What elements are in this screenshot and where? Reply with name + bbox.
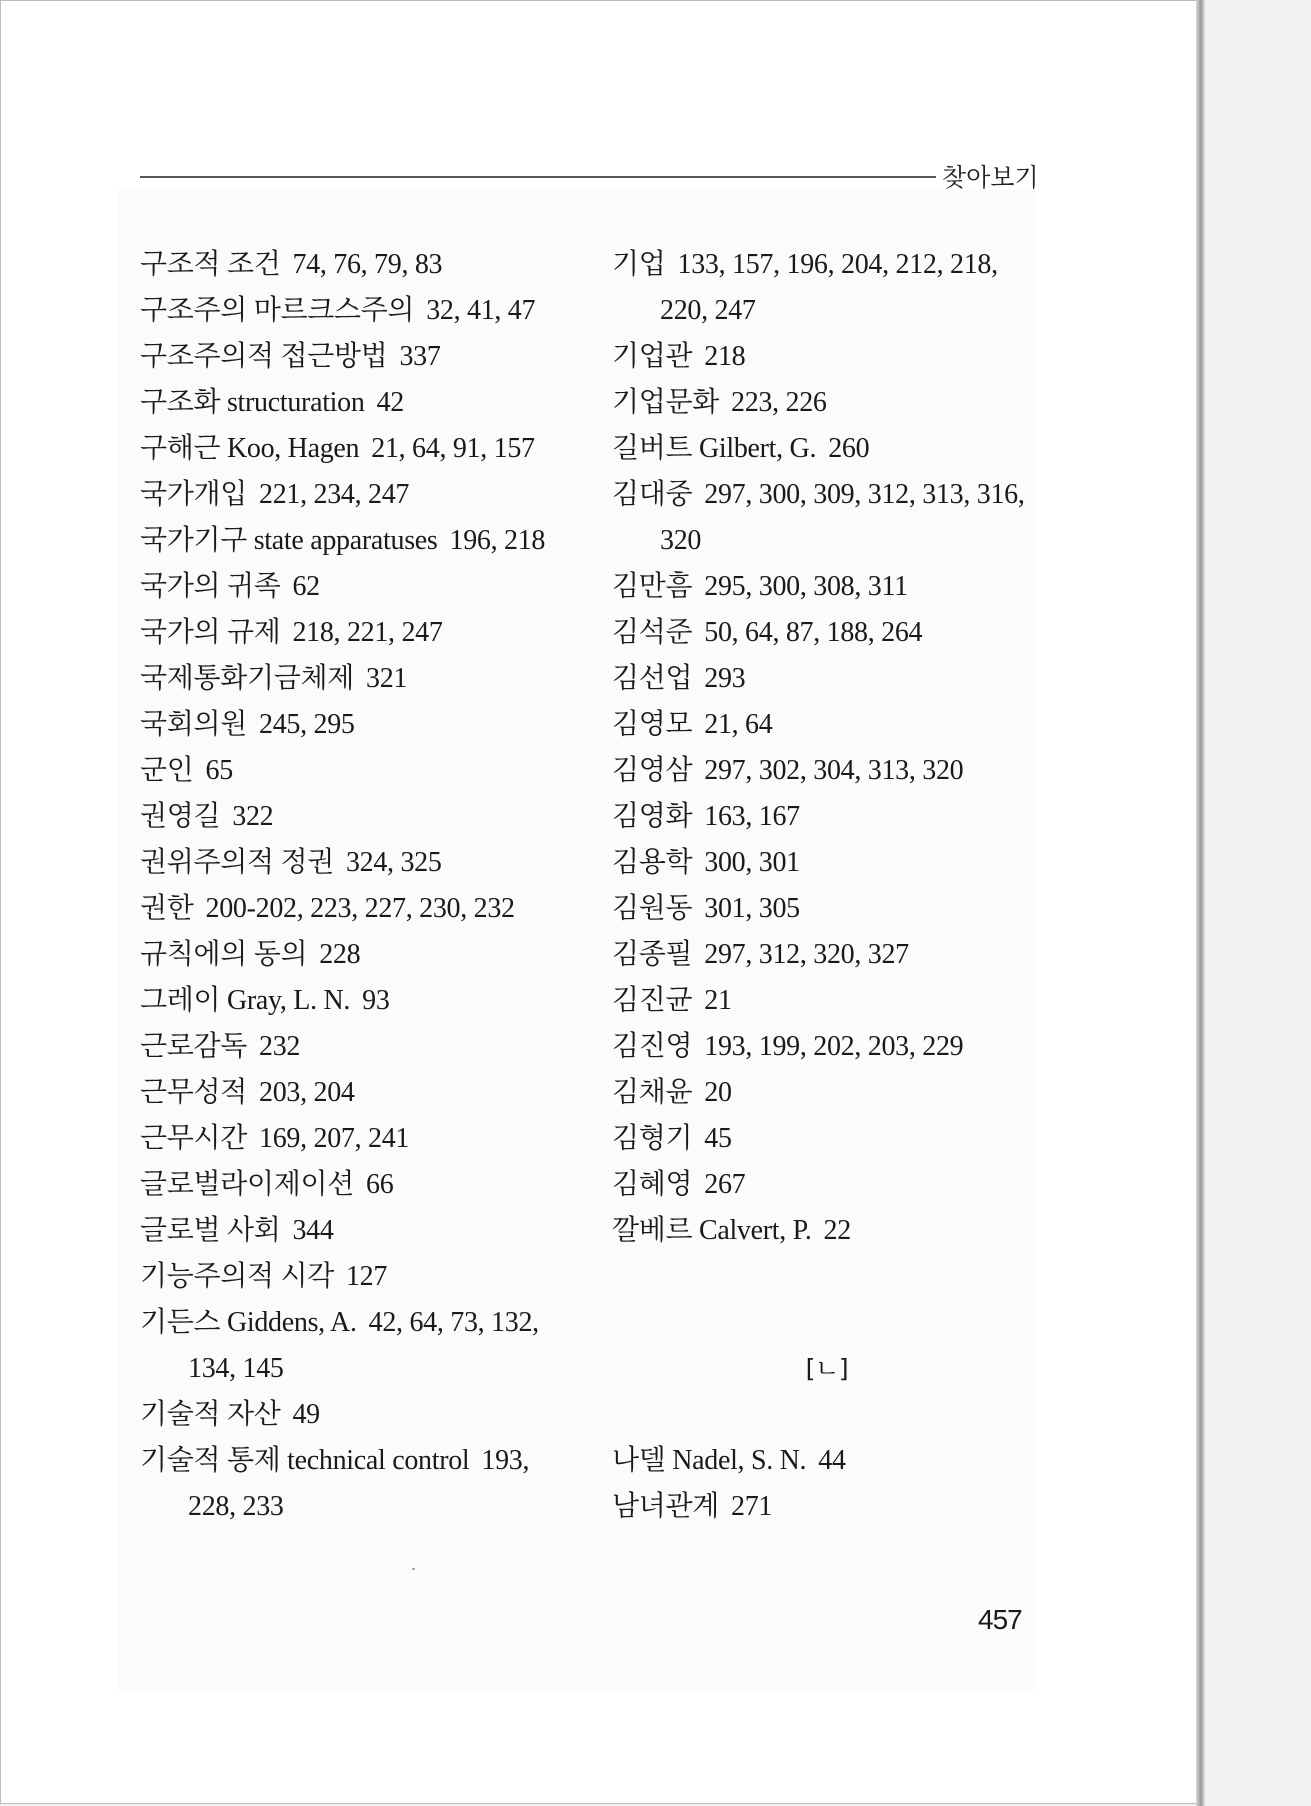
- index-entry-continuation: 220, 247: [660, 295, 756, 326]
- index-entry: 국가개입 221, 234, 247: [140, 479, 410, 510]
- index-entry: 구조주의 마르크스주의 32, 41, 47: [140, 295, 536, 326]
- index-entry: 글로벌 사회 344: [140, 1215, 334, 1246]
- index-entry: 김형기 45: [612, 1123, 732, 1154]
- index-entry: 김원동 301, 305: [612, 893, 800, 924]
- index-entry: 김혜영 267: [612, 1169, 746, 1200]
- index-entry: 김용학 300, 301: [612, 847, 800, 878]
- index-column-right: [612, 242, 1042, 1530]
- index-entry: 근무시간 169, 207, 241: [140, 1123, 410, 1154]
- index-entry: 국가기구 state apparatuses 196, 218: [140, 525, 546, 556]
- index-entry: 글로벌라이제이션 66: [140, 1169, 394, 1200]
- section-heading: [ㄴ]: [805, 1354, 849, 1383]
- spacer: [612, 1392, 1042, 1438]
- running-head: 찾아보기: [942, 163, 1039, 192]
- index-entry-continuation: 320: [660, 525, 702, 556]
- index-entry: 국가의 규제 218, 221, 247: [140, 617, 443, 648]
- index-entry: 구조화 structuration 42: [140, 387, 404, 418]
- page-edge-shadow: [1196, 0, 1205, 1806]
- index-entry: 근로감독 232: [140, 1031, 301, 1062]
- index-entry: 깔베르 Calvert, P. 22: [612, 1215, 851, 1246]
- index-entry: 기업문화 223, 226: [612, 387, 827, 418]
- index-entry: 기술적 자산 49: [140, 1399, 320, 1430]
- index-entry: 권영길 322: [140, 801, 274, 832]
- index-entry: 나델 Nadel, S. N. 44: [612, 1445, 846, 1476]
- header-rule: [140, 176, 936, 178]
- index-entry: 구해근 Koo, Hagen 21, 64, 91, 157: [140, 433, 535, 464]
- index-entry: 기업 133, 157, 196, 204, 212, 218,: [612, 249, 998, 280]
- index-entry: 남녀관계 271: [612, 1491, 773, 1522]
- index-entry: 군인 65: [140, 755, 233, 786]
- index-entry-continuation: 228, 233: [188, 1491, 284, 1522]
- index-column-left: [140, 242, 580, 1530]
- index-entry: 국제통화기금체제 321: [140, 663, 408, 694]
- page-number: 457: [978, 1604, 1022, 1635]
- index-entry: 근무성적 203, 204: [140, 1077, 355, 1108]
- index-entry: 권위주의적 정권 324, 325: [140, 847, 442, 878]
- index-entry: 김영화 163, 167: [612, 801, 800, 832]
- index-entry: 기술적 통제 technical control 193,: [140, 1445, 530, 1476]
- index-entry: 기업관 218: [612, 341, 746, 372]
- index-entry: 국가의 귀족 62: [140, 571, 320, 602]
- index-entry: 김종필 297, 312, 320, 327: [612, 939, 909, 970]
- index-entry: 김대중 297, 300, 309, 312, 313, 316,: [612, 479, 1025, 510]
- index-entry: 김진영 193, 199, 202, 203, 229: [612, 1031, 964, 1062]
- index-entry: 국회의원 245, 295: [140, 709, 355, 740]
- spacer: [612, 1254, 1042, 1300]
- index-entry: 구조적 조건 74, 76, 79, 83: [140, 249, 443, 280]
- index-entry-continuation: 134, 145: [188, 1353, 284, 1384]
- index-entry: 김만흠 295, 300, 308, 311: [612, 571, 908, 602]
- index-entry: 기든스 Giddens, A. 42, 64, 73, 132,: [140, 1307, 539, 1338]
- scan-speck: [412, 1568, 415, 1570]
- index-entry: 김채윤 20: [612, 1077, 732, 1108]
- index-entry: 길버트 Gilbert, G. 260: [612, 433, 870, 464]
- index-entry: 기능주의적 시각 127: [140, 1261, 388, 1292]
- index-entry: 구조주의적 접근방법 337: [140, 341, 441, 372]
- index-entry: 그레이 Gray, L. N. 93: [140, 985, 390, 1016]
- spacer: [612, 1300, 1042, 1346]
- index-entry: 김선업 293: [612, 663, 746, 694]
- index-entry: 권한 200-202, 223, 227, 230, 232: [140, 893, 515, 924]
- index-entry: 김영삼 297, 302, 304, 313, 320: [612, 755, 964, 786]
- index-entry: 김진균 21: [612, 985, 732, 1016]
- index-entry: 김영모 21, 64: [612, 709, 773, 740]
- index-entry: 김석준 50, 64, 87, 188, 264: [612, 617, 923, 648]
- index-entry: 규칙에의 동의 228: [140, 939, 361, 970]
